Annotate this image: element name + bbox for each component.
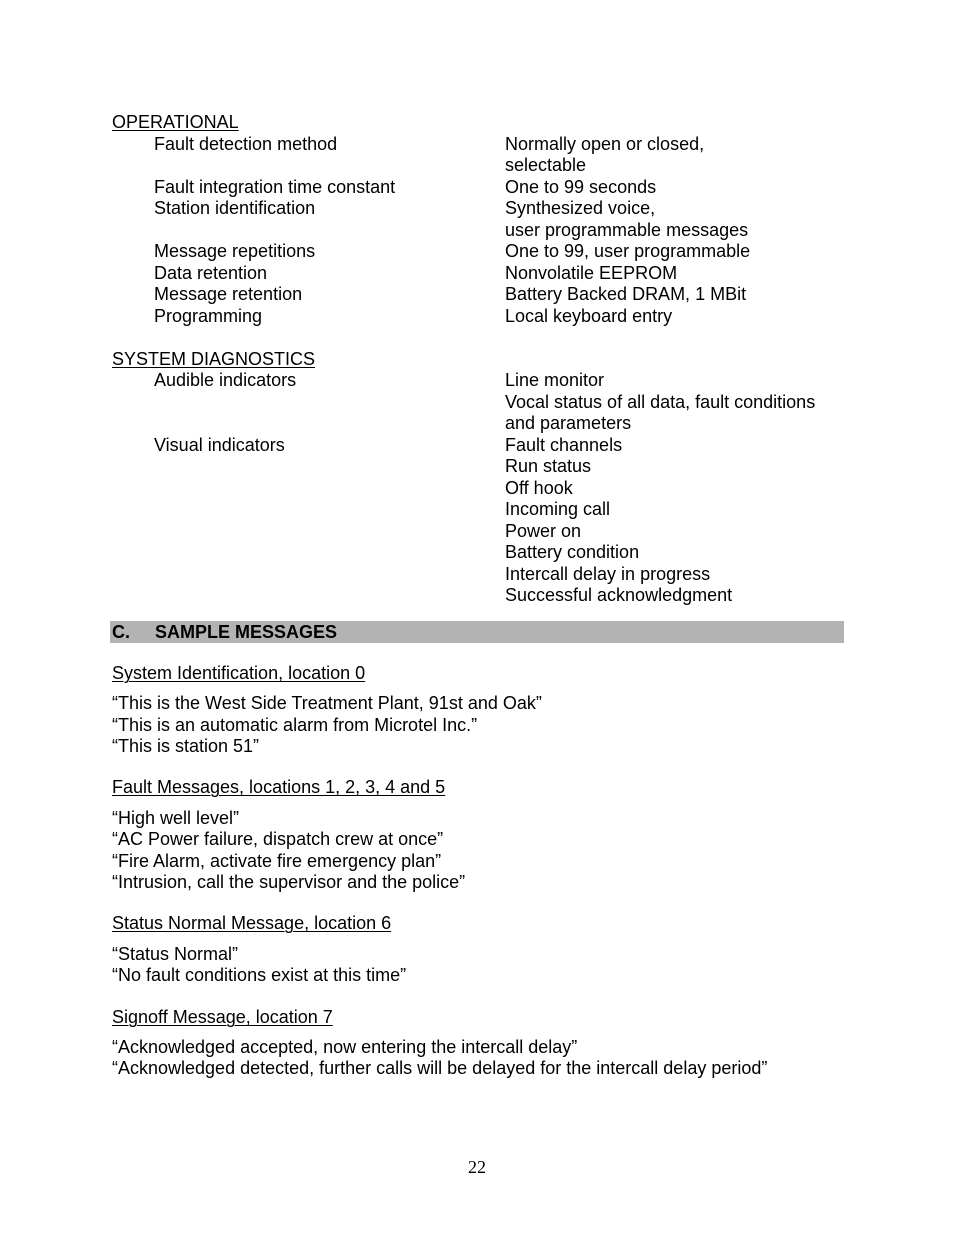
sample-message: “This is an automatic alarm from Microtel Inc.”	[112, 715, 478, 735]
spec-value: and parameters	[505, 413, 632, 433]
spec-label-data-retention: Data retention	[154, 263, 268, 283]
spec-value: One to 99, user programmable	[505, 241, 751, 261]
page-number: 22	[468, 1157, 486, 1177]
message-group-heading: System Identification, location 0	[112, 663, 366, 683]
sample-message: “Fire Alarm, activate fire emergency plan”	[112, 851, 442, 871]
sample-message: “No fault conditions exist at this time”	[112, 965, 407, 985]
spec-label-message-retention: Message retention	[154, 284, 303, 304]
sample-message: “Acknowledged detected, further calls will be delayed for the intercall delay period”	[112, 1058, 768, 1078]
operational-heading: OPERATIONAL	[112, 112, 239, 132]
spec-label-visual-indicators: Visual indicators	[154, 435, 285, 455]
spec-label-fault-integration: Fault integration time constant	[154, 177, 396, 197]
message-group-heading: Fault Messages, locations 1, 2, 3, 4 and 5	[112, 777, 446, 797]
spec-value: Local keyboard entry	[505, 306, 673, 326]
diagnostics-heading: SYSTEM DIAGNOSTICS	[112, 349, 316, 369]
section-c-heading-bar	[110, 621, 844, 643]
spec-value: Vocal status of all data, fault conditions	[505, 392, 816, 412]
spec-value: Incoming call	[505, 499, 611, 519]
spec-label-station-id: Station identification	[154, 198, 316, 218]
sample-message: “AC Power failure, dispatch crew at once”	[112, 829, 444, 849]
spec-value: Fault channels	[505, 435, 623, 455]
sample-message: “This is the West Side Treatment Plant, 91st and Oak”	[112, 693, 542, 713]
spec-value: Line monitor	[505, 370, 605, 390]
spec-label-programming: Programming	[154, 306, 263, 326]
spec-value: Battery Backed DRAM, 1 MBit	[505, 284, 747, 304]
spec-label-fault-detection: Fault detection method	[154, 134, 338, 154]
sample-message: “Acknowledged accepted, now entering the intercall delay”	[112, 1037, 578, 1057]
spec-label-audible-indicators: Audible indicators	[154, 370, 297, 390]
sample-message: “This is station 51”	[112, 736, 260, 756]
spec-value: selectable	[505, 155, 587, 175]
spec-value: Normally open or closed,	[505, 134, 705, 154]
spec-label-message-repetitions: Message repetitions	[154, 241, 316, 261]
spec-value: Intercall delay in progress	[505, 564, 711, 584]
spec-value: One to 99 seconds	[505, 177, 657, 197]
spec-value: Off hook	[505, 478, 573, 498]
spec-value: Synthesized voice,	[505, 198, 656, 218]
spec-value: Battery condition	[505, 542, 640, 562]
message-group-heading: Status Normal Message, location 6	[112, 913, 392, 933]
spec-value: user programmable messages	[505, 220, 749, 240]
spec-value: Power on	[505, 521, 582, 541]
spec-value: Successful acknowledgment	[505, 585, 733, 605]
section-c-title: SAMPLE MESSAGES	[155, 622, 338, 642]
sample-message: “Intrusion, call the supervisor and the police”	[112, 872, 466, 892]
sample-message: “Status Normal”	[112, 944, 239, 964]
message-group-heading: Signoff Message, location 7	[112, 1007, 333, 1027]
spec-value: Nonvolatile EEPROM	[505, 263, 678, 283]
sample-message: “High well level”	[112, 808, 240, 828]
spec-value: Run status	[505, 456, 592, 476]
section-c-letter: C.	[112, 622, 130, 642]
